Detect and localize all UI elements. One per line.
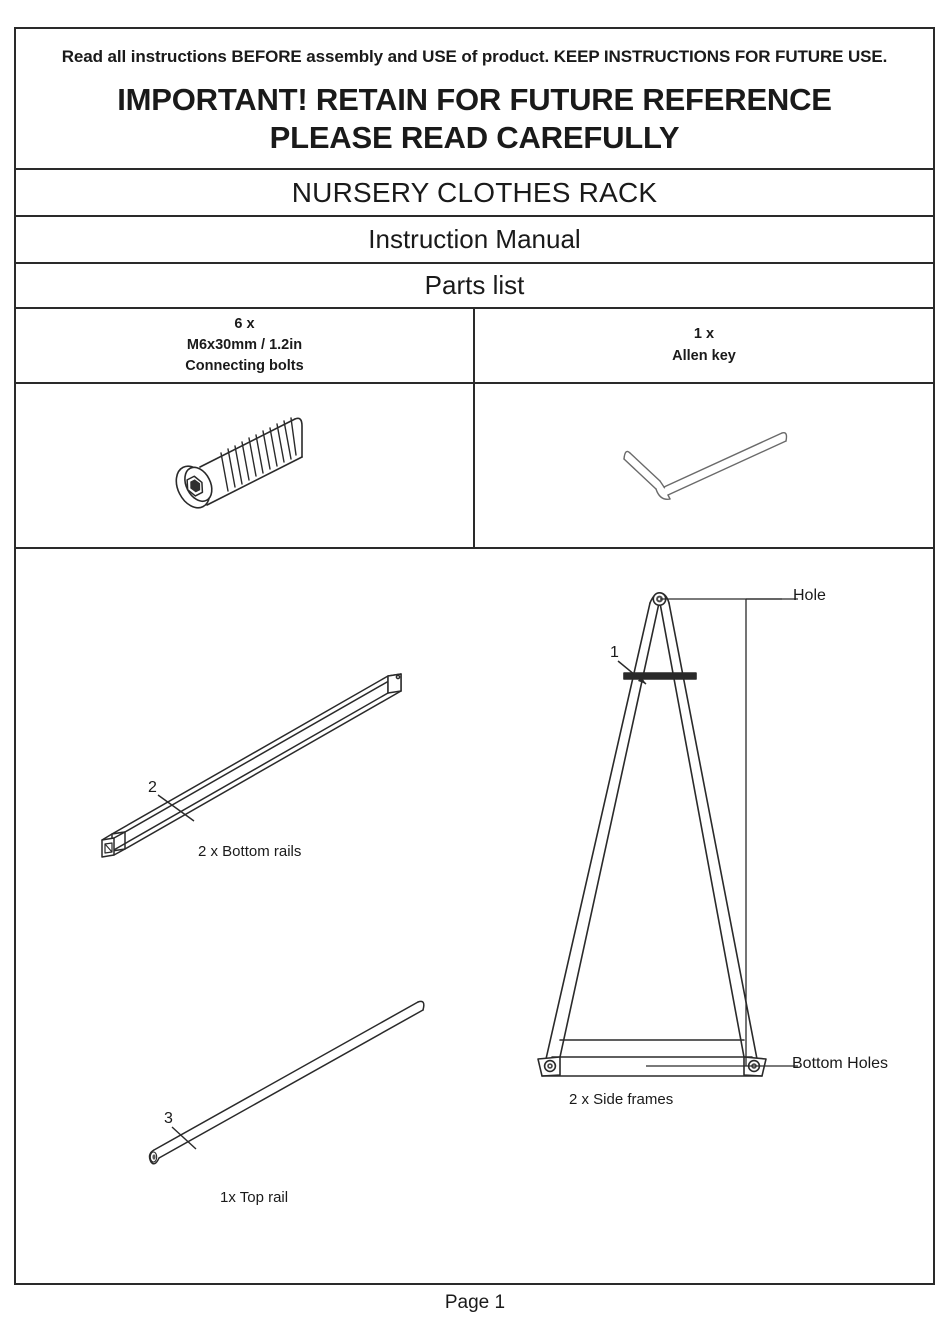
parts-list-heading-row bbox=[16, 264, 933, 309]
leader-line-top-rail bbox=[168, 1125, 208, 1155]
part-allenkey-quantity: 1 x bbox=[693, 326, 715, 343]
allen-key-icon bbox=[604, 391, 804, 541]
caption-bottom-rails: 2 x Bottom rails bbox=[198, 843, 302, 860]
part-cell-allenkey-image bbox=[475, 384, 933, 547]
parts-image-row bbox=[16, 384, 933, 549]
part-cell-bolts-image bbox=[16, 384, 475, 547]
page-footer: Page 1 bbox=[444, 1292, 506, 1313]
callout-number-side-frame: 1 bbox=[610, 644, 619, 661]
manual-subtitle-row bbox=[16, 217, 933, 264]
leader-line-bottom-rail bbox=[154, 793, 204, 827]
document-table bbox=[14, 27, 935, 1285]
annotation-label-bottom-holes: Bottom Holes bbox=[792, 1055, 889, 1072]
part-cell-bolts-header bbox=[16, 309, 475, 382]
caption-top-rail: 1x Top rail bbox=[220, 1189, 289, 1206]
hex-socket-bolt-icon bbox=[145, 391, 345, 541]
product-title: NURSERY CLOTHES RACK bbox=[291, 176, 658, 208]
warning-banner bbox=[16, 29, 933, 170]
part-bolts-quantity: 6 x bbox=[234, 315, 255, 332]
parts-list-heading: Parts list bbox=[424, 270, 525, 300]
part-allenkey-name: Allen key bbox=[672, 347, 736, 364]
parts-diagram-area bbox=[16, 549, 933, 1283]
important-heading-line-2: PLEASE READ CAREFULLY bbox=[269, 120, 680, 156]
part-bolts-name: Connecting bolts bbox=[185, 358, 304, 374]
warning-text: Read all instructions BEFORE assembly and USE of product. KEEP INSTRUCTIONS FOR FUTURE USE. bbox=[61, 47, 888, 66]
caption-side-frames: 2 x Side frames bbox=[569, 1091, 674, 1108]
part-cell-allenkey-header bbox=[475, 309, 933, 382]
callout-number-top-rail: 3 bbox=[164, 1110, 173, 1127]
important-heading-line-1: IMPORTANT! RETAIN FOR FUTURE REFERENCE bbox=[117, 82, 832, 118]
annotation-label-hole: Hole bbox=[793, 587, 826, 604]
part-bolts-spec: M6x30mm / 1.2in bbox=[186, 336, 303, 353]
callout-number-bottom-rail: 2 bbox=[148, 779, 157, 796]
product-title-row bbox=[16, 170, 933, 217]
parts-header-row bbox=[16, 309, 933, 384]
manual-subtitle: Instruction Manual bbox=[368, 224, 581, 254]
annotation-leader-lines bbox=[646, 594, 806, 1094]
bottom-rail-icon bbox=[76, 644, 416, 864]
